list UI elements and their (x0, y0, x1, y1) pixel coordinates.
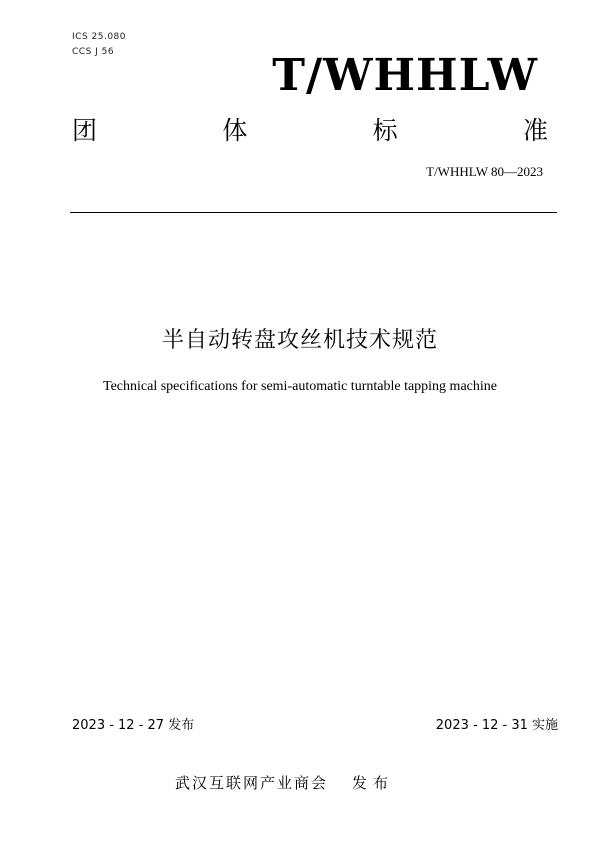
publisher (175, 772, 394, 794)
publisher-label: 发布 (352, 774, 395, 792)
ics-code: ICS 25.080 (72, 32, 127, 42)
standard-type (72, 114, 548, 148)
ccs-code: CCS J 56 (72, 47, 115, 57)
standard-brand: T/WHHLW (272, 50, 538, 101)
publisher-name: 武汉互联网产业商会 (175, 774, 329, 792)
standard-type-char: 准 (522, 116, 548, 145)
standard-type-char: 团 (72, 116, 98, 145)
standard-type-char: 标 (372, 116, 398, 145)
header-divider (70, 212, 557, 213)
implement-date: 2023 - 12 - 31 实施 (435, 718, 558, 733)
publish-date: 2023 - 12 - 27 发布 (72, 718, 195, 733)
standard-type-char: 体 (222, 116, 248, 145)
title-english: Technical specifications for semi-automatic turntable tapping machine (103, 379, 497, 394)
document-number: T/WHHLW 80—2023 (426, 164, 543, 179)
title-chinese: 半自动转盘攻丝机技术规范 (161, 328, 438, 353)
classification-codes (72, 30, 126, 60)
